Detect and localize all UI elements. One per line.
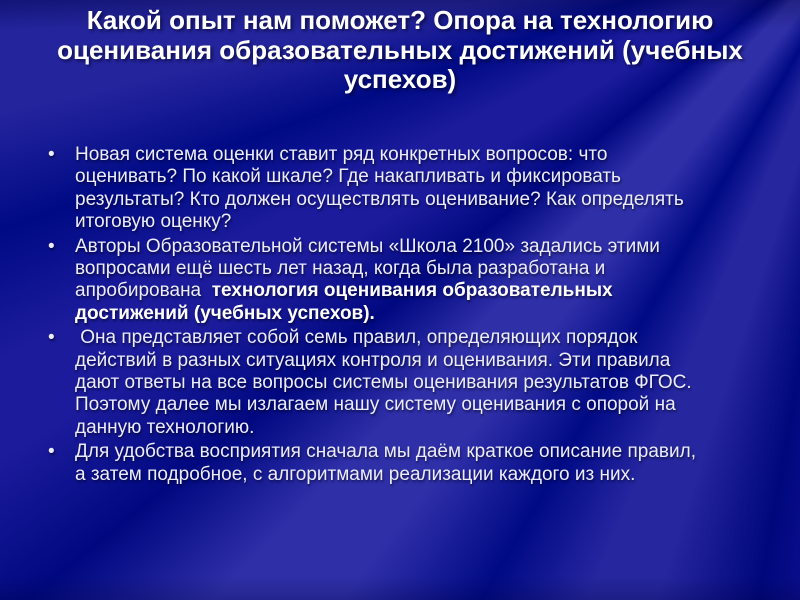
list-item <box>47 144 707 234</box>
bullet-marker: • <box>48 235 55 257</box>
bullet-marker: • <box>48 144 55 165</box>
bullet-list <box>47 144 707 486</box>
bullet-text: Для удобства восприятия сначала мы даём краткое описание правил, а затем подробное, с алгоритмами реализации каждого из них. <box>75 441 702 485</box>
bullet-text: Авторы Образовательной системы «Школа 2100» задались этими вопросами ещё шесть лет назад, когда была разработана и апробирована <box>75 235 666 302</box>
bullet-marker: • <box>48 441 55 463</box>
list-item <box>47 236 707 326</box>
slide-body <box>47 144 707 488</box>
slide-title: Какой опыт нам поможет? Опора на технологию оценивания образовательных достижений (учебных успехов) <box>57 5 743 95</box>
bullet-marker: • <box>48 327 55 349</box>
list-item <box>47 441 707 486</box>
list-item <box>47 327 707 439</box>
bullet-text-bold: технология оценивания образовательных достижений (учебных успехов). <box>75 280 618 324</box>
bullet-text: Она представляет собой семь правил, определяющих порядок действий в разных ситуациях контроля и оценивания. Эти правила дают ответы на все вопросы системы оценивания результатов ФГОС. Поэтому далее мы излагаем нашу систему оценивания с опорой на данную технологию. <box>75 327 697 438</box>
bullet-text: Новая система оценки ставит ряд конкретных вопросов: что оценивать? По какой шкале? Где накапливать и фиксировать результаты? Кто должен осуществлять оценивание? Как определять итоговую оценку? <box>75 144 690 233</box>
